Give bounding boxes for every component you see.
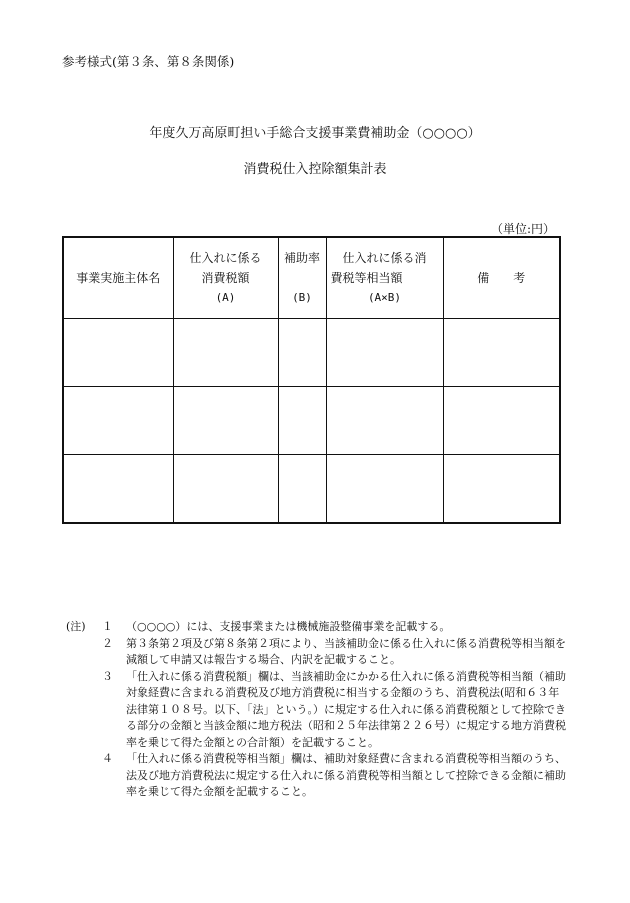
unit-label: （単位:円）	[490, 222, 555, 236]
cell-rate[interactable]	[278, 387, 326, 455]
header-equivalent	[326, 237, 443, 319]
note-item	[66, 619, 566, 636]
cell-entity[interactable]	[63, 319, 173, 387]
header-purchase-tax	[173, 237, 278, 319]
notes-prefix: (注)	[66, 620, 86, 633]
cell-entity[interactable]	[63, 387, 173, 455]
header-purchase-tax-line2: 消費税額	[201, 271, 250, 285]
cell-purchase-tax[interactable]	[173, 387, 278, 455]
note-text: （○○○○）には、支援事業または機械施設整備事業を記載する。	[126, 620, 451, 633]
note-text: 「仕入れに係る消費税等相当額」欄は、補助対象経費に含まれる消費税等相当額のうち、法及び地方消費税法に規定する仕入れに係る消費税等相当額として控除できる金額に補助率を乗じて得た金額を記載すること。	[126, 752, 566, 798]
note-item	[66, 669, 566, 752]
table-row	[63, 319, 560, 387]
note-item	[66, 636, 566, 669]
tax-summary-table	[62, 236, 561, 524]
header-entity: 事業実施主体名	[63, 237, 173, 319]
reference-form-label: 参考様式(第３条、第８条関係)	[62, 54, 235, 69]
note-number: ４	[102, 752, 113, 765]
header-rate	[278, 237, 326, 319]
header-purchase-tax-line1: 仕入れに係る	[189, 251, 262, 265]
table-header-row	[63, 237, 560, 319]
cell-remarks[interactable]	[443, 387, 560, 455]
document-title: 年度久万高原町担い手総合支援事業費補助金（○○○○）	[149, 126, 481, 141]
cell-remarks[interactable]	[443, 455, 560, 524]
cell-purchase-tax[interactable]	[173, 319, 278, 387]
note-number: １	[102, 620, 113, 633]
cell-equivalent[interactable]	[326, 455, 443, 524]
note-number: ２	[102, 636, 113, 650]
document-subtitle: 消費税仕入控除額集計表	[243, 162, 387, 177]
note-number: ３	[102, 669, 113, 683]
table-row	[63, 387, 560, 455]
header-equivalent-code: (A×B)	[367, 291, 402, 304]
cell-remarks[interactable]	[443, 319, 560, 387]
note-text: 「仕入れに係る消費税額」欄は、当該補助金にかかる仕入れに係る消費税等相当額（補助対象経費に含まれる消費税及び地方消費税に相当する金額のうち、消費税法(昭和６３年法律第１０８号。以下、「法」という。）に規定する仕入れに係る消費税額として控除できる部分の金額と当該金額に地方税法（昭和２５年法律第２２６号）に規定する地方消費税率を乗じて得た金額との合計額）を記載すること。	[126, 669, 566, 749]
cell-equivalent[interactable]	[326, 319, 443, 387]
note-text: 第３条第２項及び第８条第２項により、当該補助金に係る仕入れに係る消費税等相当額を減額して申請又は報告する場合、内訳を記載すること。	[126, 636, 566, 666]
header-equivalent-line1: 仕入れに係る消	[342, 251, 427, 265]
note-item	[66, 751, 566, 801]
cell-rate[interactable]	[278, 455, 326, 524]
table-row	[63, 455, 560, 524]
header-remarks: 備 考	[443, 237, 560, 319]
header-purchase-tax-code: (A)	[215, 291, 236, 304]
cell-purchase-tax[interactable]	[173, 455, 278, 524]
cell-rate[interactable]	[278, 319, 326, 387]
notes-section	[66, 619, 566, 801]
cell-equivalent[interactable]	[326, 387, 443, 455]
header-rate-code: (B)	[292, 291, 312, 304]
cell-entity[interactable]	[63, 455, 173, 524]
header-equivalent-line2: 費税等相当額	[330, 271, 403, 285]
header-rate-spacer	[279, 268, 326, 288]
header-rate-label: 補助率	[283, 251, 320, 265]
